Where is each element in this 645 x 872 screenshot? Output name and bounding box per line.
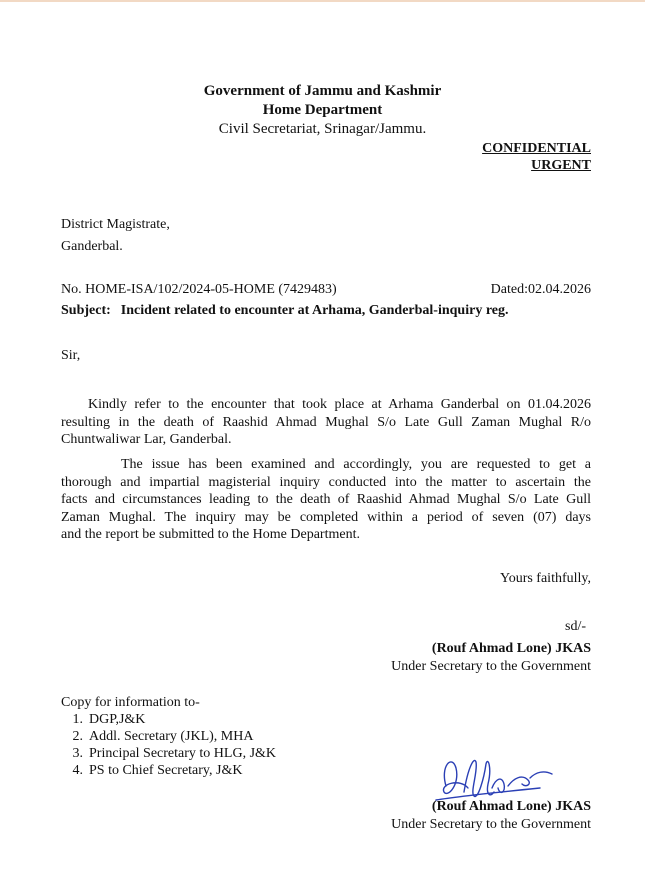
para2-line-4: Zaman Mughal. The inquiry may be completed within a period of seven (07) days [61,509,591,525]
signatory-2-name: (Rouf Ahmad Lone) JKAS [431,799,591,814]
body-paragraph-1 [61,396,591,449]
subject-text: Incident related to encounter at Arhama, Ganderbal-inquiry reg. [120,303,509,318]
header-government: Government of Jammu and Kashmir [203,83,442,99]
para1-line-2: resulting in the death of Raashid Ahmad Mughal S/o Late Gull Zaman Mughal R/o [61,414,591,430]
subject-line [61,303,509,319]
page-top-border [0,0,645,2]
para2-line-2: thorough and impartial magisterial inquiry conducted into the matter to ascertain the [61,474,591,490]
para2-line-3: facts and circumstances leading to the death of Raashid Ahmad Mughal S/o Late Gull [61,492,591,507]
copy-heading: Copy for information to- [61,695,200,710]
sd-mark: sd/- [565,619,586,634]
addressee-place: Ganderbal. [61,239,123,254]
subject-label: Subject: [61,303,111,318]
copy-item: 4. PS to Chief Secretary, J&K [72,763,243,778]
reference-number: No. HOME-ISA/102/2024-05-HOME (7429483) [61,282,337,297]
confidential-label: CONFIDENTIAL [482,141,591,156]
closing-text: Yours faithfully, [499,571,591,586]
para2-line-1: The issue has been examined and accordingly, you are requested to get a [121,457,591,472]
copy-list [61,711,276,779]
para1-line-1: Kindly refer to the encounter that took place at Arhama Ganderbal on 01.04.2026 [88,397,591,412]
addressee-title: District Magistrate, [61,217,170,232]
urgent-label: URGENT [531,158,591,173]
copy-item: 1. DGP,J&K [72,712,146,727]
salutation: Sir, [61,348,81,363]
signatory-2-designation: Under Secretary to the Government [391,817,591,832]
copy-item: 3. Principal Secretary to HLG, J&K [72,746,277,761]
letter-date: Dated:02.04.2026 [490,282,591,297]
signatory-1-name: (Rouf Ahmad Lone) JKAS [431,641,591,656]
header-address: Civil Secretariat, Srinagar/Jammu. [218,121,427,137]
signatory-1-designation: Under Secretary to the Government [391,659,591,674]
body-paragraph-2 [61,456,591,544]
header-department: Home Department [262,102,383,118]
copy-item: 2. Addl. Secretary (JKL), MHA [72,729,254,744]
para2-line-5: and the report be submitted to the Home Department. [61,527,360,542]
para1-line-3: Chuntwaliwar Lar, Ganderbal. [61,432,232,447]
